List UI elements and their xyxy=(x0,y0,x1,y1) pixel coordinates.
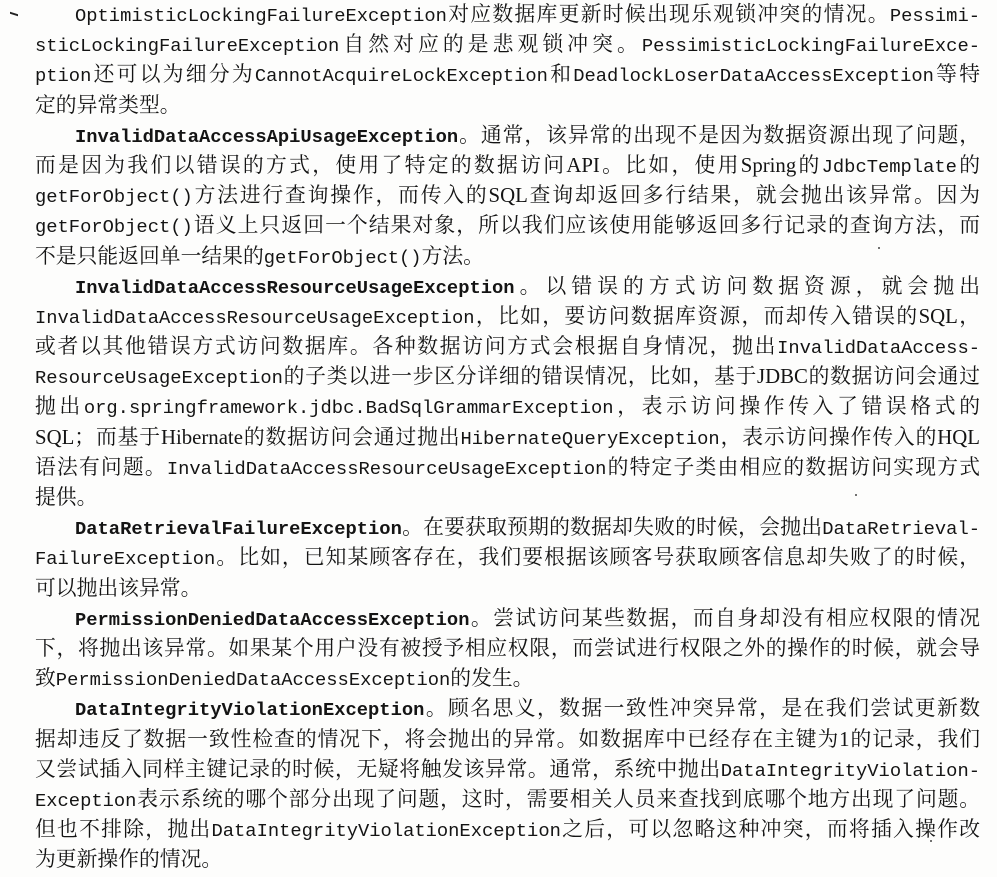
paragraph xyxy=(35,604,980,695)
body-text: 语法有问题。 xyxy=(35,455,167,479)
code-term: HibernateQueryException xyxy=(460,427,720,450)
body-text: 。尝试访问某些数据，而自身却没有相应权限的情况 xyxy=(469,606,980,630)
text-line xyxy=(35,211,980,241)
code-term: PermissionDeniedDataAccessException xyxy=(55,669,451,692)
code-term: DataRetrieval- xyxy=(822,518,980,541)
code-term: InvalidDataAccessResourceUsageException xyxy=(166,457,607,480)
text-line xyxy=(35,513,980,543)
body-text: 还可以为细分为 xyxy=(91,63,255,87)
body-text: ，比如，要访问数据库资源，而却传入错误的SQL， xyxy=(474,304,980,328)
bold-term: InvalidDataAccessApiUsageException xyxy=(75,125,459,148)
text-line xyxy=(35,574,980,604)
body-text: 提供。 xyxy=(35,486,98,509)
text-line xyxy=(35,362,980,392)
code-term: OptimisticLockingFailureException xyxy=(75,5,447,27)
paragraph xyxy=(35,272,980,514)
code-term: DataIntegrityViolation- xyxy=(720,759,980,782)
body-text: ，表示访问操作传入了错误格式的 xyxy=(613,395,981,419)
body-text: 。在要获取预期的数据却失败的时候，会抛出 xyxy=(401,516,823,540)
text-line xyxy=(35,60,980,90)
text-line xyxy=(35,392,980,422)
code-term: JdbcTemplate xyxy=(821,155,957,178)
text-line xyxy=(35,302,980,332)
code-term: org.springframework.jdbc.BadSqlGrammarException xyxy=(83,397,614,420)
body-text: 和 xyxy=(547,63,574,87)
body-text: 对应数据库更新时候出现乐观锁冲突的情况。 xyxy=(446,3,890,26)
paragraph xyxy=(35,694,980,875)
text-line xyxy=(35,242,980,272)
text-line xyxy=(35,30,980,60)
body-text: 等特 xyxy=(933,63,981,87)
body-text: 。通常，该异常的出现不是因为数据资源出现了问题， xyxy=(458,123,980,147)
body-text: 的特定子类由相应的数据访问实现方式 xyxy=(606,455,981,479)
code-term: DeadlockLoserDataAccessException xyxy=(573,65,934,88)
body-text: 方法。 xyxy=(421,244,484,268)
text-line xyxy=(35,272,980,302)
code-term: InvalidDataAccessResourceUsageException xyxy=(35,306,475,329)
text-line xyxy=(35,121,980,151)
bold-term: PermissionDeniedDataAccessException xyxy=(75,608,470,631)
code-term: sticLockingFailureException xyxy=(35,35,340,58)
text-line xyxy=(35,634,980,664)
body-text: 为更新操作的情况。 xyxy=(35,848,223,872)
body-text: 又尝试插入同样主键记录的时候，无疑将触发该异常。通常，系统中抛出 xyxy=(35,757,721,781)
body-text: 。以错误的方式访问数据资源，就会抛出 xyxy=(514,274,980,298)
paragraph xyxy=(35,513,980,604)
text-line xyxy=(35,91,980,121)
body-text: 下，将抛出该异常。如果某个用户没有被授予相应权限，而尝试进行权限之外的操作的时候，就会导 xyxy=(35,636,980,660)
code-term: ption xyxy=(35,65,92,88)
code-term: CannotAcquireLockException xyxy=(254,65,548,88)
code-term: getForObject() xyxy=(263,246,422,269)
bold-term: DataIntegrityViolationException xyxy=(75,699,425,722)
code-term: InvalidDataAccess- xyxy=(777,337,980,360)
code-term: FailureException xyxy=(35,548,216,571)
body-text: 可以抛出该异常。 xyxy=(35,576,202,600)
body-text: 致 xyxy=(35,667,56,691)
code-term: Exception xyxy=(35,789,137,812)
text-line xyxy=(35,453,980,483)
body-text: 或者以其他错误方式访问数据库。各种数据访问方式会根据自身情况，抛出 xyxy=(35,335,778,359)
body-text: 而是因为我们以错误的方式，使用了特定的数据访问API。比如，使用Spring的 xyxy=(35,153,822,177)
text-line xyxy=(35,332,980,362)
text-line xyxy=(35,725,980,755)
body-text: 表示系统的哪个部分出现了问题，这时，需要相关人员来查找到底哪个地方出现了问题。 xyxy=(136,787,980,811)
body-text: 自然对应的是悲观锁冲突。 xyxy=(339,33,642,57)
text-line xyxy=(35,785,980,815)
body-text: 方法进行查询操作，而传入的SQL查询却返回多行结果，就会抛出该异常。因为 xyxy=(192,184,980,208)
text-line xyxy=(35,815,980,845)
body-text: 的子类以进一步区分详细的错误情况，比如，基于JDBC的数据访问会通过 xyxy=(282,365,980,389)
body-text: 。顾名思义，数据一致性冲突异常，是在我们尝试更新数 xyxy=(424,697,980,721)
body-text: 。比如，已知某顾客存在，我们要根据该顾客号获取顾客信息却失败了的时候， xyxy=(215,546,980,570)
text-line xyxy=(35,0,980,30)
bold-term: InvalidDataAccessResourceUsageException xyxy=(75,276,515,299)
body-text: 的发生。 xyxy=(450,667,534,691)
body-text: 但也不排除，抛出 xyxy=(35,818,212,842)
body-text: 抛出 xyxy=(35,395,84,419)
body-text: SQL；而基于Hibernate的数据访问会通过抛出 xyxy=(35,425,461,449)
body-text: 定的异常类型。 xyxy=(35,93,181,117)
code-term: Pessimi- xyxy=(889,5,980,27)
text-line xyxy=(35,664,980,694)
body-text: 之后，可以忽略这种冲突，而将插入操作改 xyxy=(560,818,981,842)
body-text: 的 xyxy=(956,153,980,177)
code-term: getForObject() xyxy=(35,186,193,209)
text-line xyxy=(35,483,980,513)
code-term: ResourceUsageException xyxy=(35,367,283,390)
scan-mark xyxy=(10,12,18,17)
body-text: ，表示访问操作传入的HQL xyxy=(719,425,980,449)
text-line xyxy=(35,423,980,453)
text-line xyxy=(35,604,980,634)
bold-term: DataRetrievalFailureException xyxy=(75,518,402,541)
body-text: 据却违反了数据一致性检查的情况下，将会抛出的异常。如数据库中已经存在主键为1的记录，我们 xyxy=(35,727,980,751)
document-page xyxy=(35,0,980,875)
text-line xyxy=(35,845,980,875)
text-line xyxy=(35,694,980,724)
body-text: 不是只能返回单一结果的 xyxy=(35,244,264,268)
code-term: getForObject() xyxy=(35,216,193,239)
text-line xyxy=(35,755,980,785)
code-term: PessimisticLockingFailureExce- xyxy=(641,35,980,58)
code-term: DataIntegrityViolationException xyxy=(211,820,561,843)
paragraph xyxy=(35,0,980,121)
text-line xyxy=(35,181,980,211)
body-text: 语义上只返回一个结果对象，所以我们应该使用能够返回多行记录的查询方法，而 xyxy=(192,214,980,238)
text-line xyxy=(35,151,980,181)
paragraph xyxy=(35,121,980,272)
text-line xyxy=(35,543,980,573)
